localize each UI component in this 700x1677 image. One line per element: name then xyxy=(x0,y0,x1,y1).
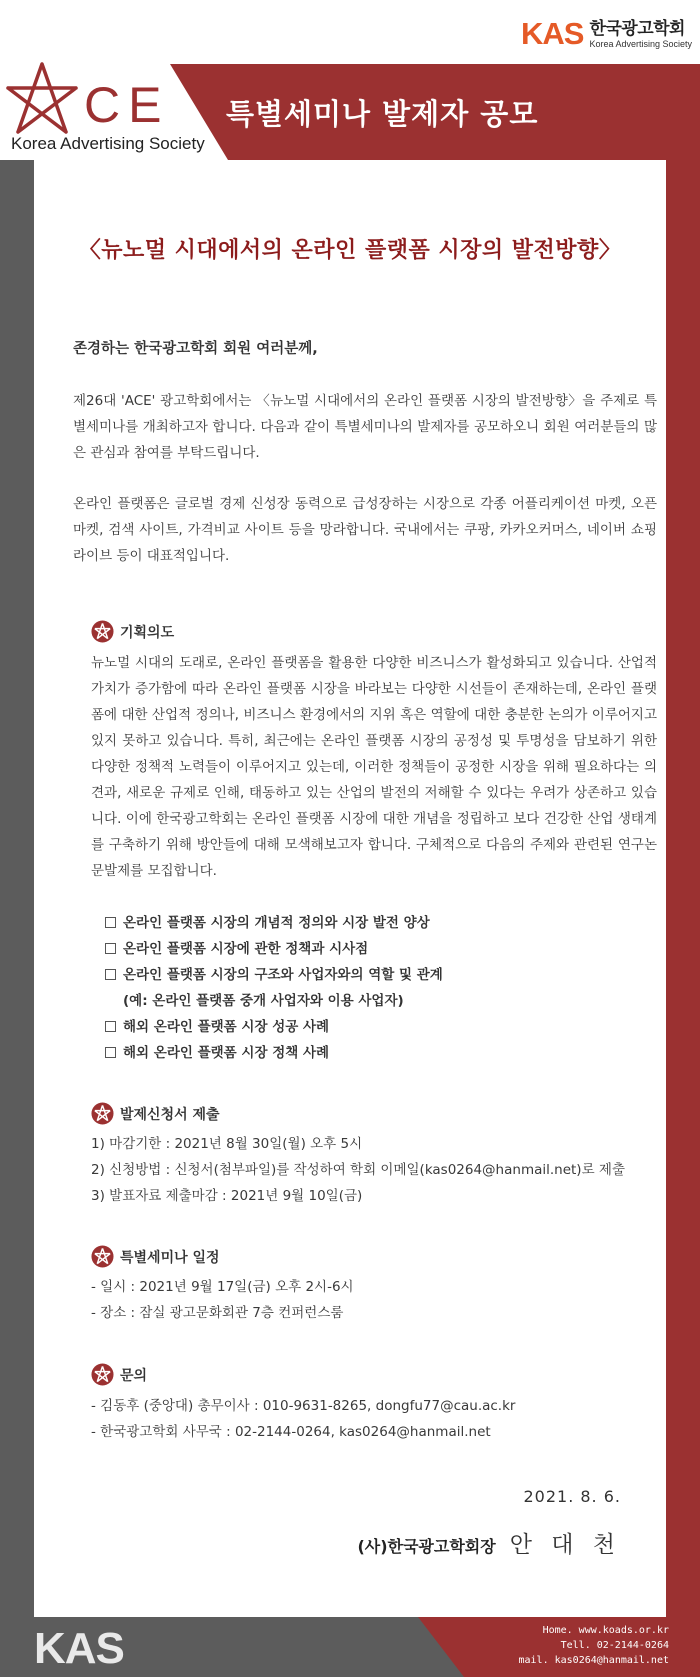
document-title: 〈뉴노멀 시대에서의 온라인 플랫폼 시장의 발전방향〉 xyxy=(78,238,622,263)
signature xyxy=(357,1526,621,1559)
signature-organization: (사)한국광고학회장 xyxy=(357,1537,496,1556)
section-inquiry-header xyxy=(91,1363,147,1386)
signature-name: 안 대 천 xyxy=(509,1532,621,1558)
ace-logo-subtitle: Korea Advertising Society xyxy=(11,134,205,153)
checkbox-icon xyxy=(105,917,116,928)
checkbox-icon xyxy=(105,969,116,980)
ace-bullet-icon xyxy=(91,1363,114,1386)
application-deadline: 1) 마감기한 : 2021년 8월 30일(월) 오후 5시 xyxy=(91,1136,363,1152)
inquiry-list xyxy=(91,1393,651,1445)
right-red-border xyxy=(666,160,700,1677)
ace-bullet-icon xyxy=(91,1245,114,1268)
kas-header-logo xyxy=(521,16,692,52)
checkbox-icon xyxy=(105,1047,116,1058)
schedule-datetime: - 일시 : 2021년 9월 17일(금) 오후 2시-6시 xyxy=(91,1279,354,1295)
intro-paragraph-2: 온라인 플랫폼은 글로벌 경제 신성장 동력으로 급성장하는 시장으로 각종 어플리케이션 마켓, 오픈마켓, 검색 사이트, 가격비교 사이트 등을 망라합니다. 국내에서는 쿠팡, 카카오커머스, 네이버 쇼핑라이브 등이 대표적입니다. xyxy=(73,496,657,564)
section-schedule-title: 특별세미나 일정 xyxy=(120,1249,220,1266)
content-panel xyxy=(34,160,666,1617)
banner-title: 특별세미나 발제자 공모 xyxy=(226,97,539,131)
ace-letters: CE xyxy=(84,77,170,133)
footer-contact xyxy=(518,1623,669,1668)
checkbox-icon xyxy=(105,943,116,954)
footer-email: mail. kas0264@hanmail.net xyxy=(518,1655,669,1666)
ace-star-icon xyxy=(4,62,80,134)
footer-kas-logo: KAS xyxy=(34,1624,124,1673)
application-method: 2) 신청방법 : 신청서(첨부파일)를 작성하여 학회 이메일(kas0264@hanmail.net)로 제출 xyxy=(91,1162,625,1178)
topic-item: 해외 온라인 플랫폼 시장 정책 사례 xyxy=(105,1040,645,1066)
kas-logo-names xyxy=(589,19,692,50)
footer-homepage: Home. www.koads.or.kr xyxy=(542,1625,669,1636)
topic-item: 온라인 플랫폼 시장에 관한 정책과 시사점 xyxy=(105,936,645,962)
greeting: 존경하는 한국광고학회 회원 여러분께, xyxy=(73,341,318,357)
org-name-english: Korea Advertising Society xyxy=(589,38,692,49)
inquiry-contact-director: - 김동후 (중앙대) 총무이사 : 010-9631-8265, dongfu77@cau.ac.kr xyxy=(91,1398,516,1414)
inquiry-contact-office: - 한국광고학회 사무국 : 02-2144-0264, kas0264@hanmail.net xyxy=(91,1424,491,1440)
ace-bullet-icon xyxy=(91,620,114,643)
topic-list xyxy=(105,910,645,1066)
section-planning-header xyxy=(91,620,174,643)
section-planning-title: 기획의도 xyxy=(120,624,175,641)
section-application-header xyxy=(91,1102,220,1125)
left-gray-border xyxy=(0,158,34,1677)
schedule-list xyxy=(91,1274,651,1326)
topic-example: (예: 온라인 플랫폼 중개 사업자와 이용 사업자) xyxy=(123,993,404,1009)
section-schedule-header xyxy=(91,1245,220,1268)
ace-bullet-icon xyxy=(91,1102,114,1125)
section-inquiry-title: 문의 xyxy=(120,1367,148,1384)
application-list xyxy=(91,1131,651,1209)
footer-telephone: Tell. 02-2144-0264 xyxy=(560,1640,669,1651)
planning-body: 뉴노멀 시대의 도래로, 온라인 플랫폼을 활용한 다양한 비즈니스가 활성화되고 있습니다. 산업적 가치가 증가함에 따라 온라인 플랫폼 시장을 바라보는 다양한 시선들이 존재하는데, 온라인 플랫폼에 대한 산업적 정의나, 비즈니스 환경에서의 지위 혹은 역할에 대한 충분한 논의가 이루어지고 있지 못하고 있습니다. 특히, 최근에는 온라인 플랫폼 시장의 공정성 및 투명성을 담보하기 위한 다양한 정책적 노력들이 이루어지고 있는데, 이러한 정책들이 공정한 시장을 위해 필요하다는 의견과, 새로운 규제로 인해, 태동하고 있는 산업의 발전의 저해할 수 있다는 우려가 상존하고 있습니다. 이에 한국광고학회는 온라인 플랫폼 시장에 대한 개념을 정립하고 보다 건강한 산업 생태계를 구축하기 위해 방안들에 대해 모색해보고자 합니다. 구체적으로 다음의 주제와 관련된 연구논문발제를 모집합니다. xyxy=(91,655,657,879)
application-material-deadline: 3) 발표자료 제출마감 : 2021년 9월 10일(금) xyxy=(91,1188,363,1204)
kas-logo-mark: KAS xyxy=(520,16,584,51)
topic-item: 온라인 플랫폼 시장의 개념적 정의와 시장 발전 양상 xyxy=(105,910,645,936)
section-application-title: 발제신청서 제출 xyxy=(120,1106,220,1123)
document-date: 2021. 8. 6. xyxy=(523,1487,621,1506)
schedule-venue: - 장소 : 잠실 광고문화회관 7층 컨퍼런스룸 xyxy=(91,1305,344,1321)
topic-item: 해외 온라인 플랫폼 시장 성공 사례 xyxy=(105,1014,645,1040)
checkbox-icon xyxy=(105,1021,116,1032)
topic-item: 온라인 플랫폼 시장의 구조와 사업자와의 역할 및 관계 xyxy=(105,962,645,988)
ace-logo xyxy=(4,62,204,156)
org-name-korean: 한국광고학회 xyxy=(589,18,685,39)
intro-paragraph-1: 제26대 'ACE' 광고학회에서는 〈뉴노멀 시대에서의 온라인 플랫폼 시장의 발전방향〉을 주제로 특별세미나를 개최하고자 합니다. 다음과 같이 특별세미나의 발제자를 공모하오니 회원 여러분들의 많은 관심과 참여를 부탁드립니다. xyxy=(73,393,657,461)
